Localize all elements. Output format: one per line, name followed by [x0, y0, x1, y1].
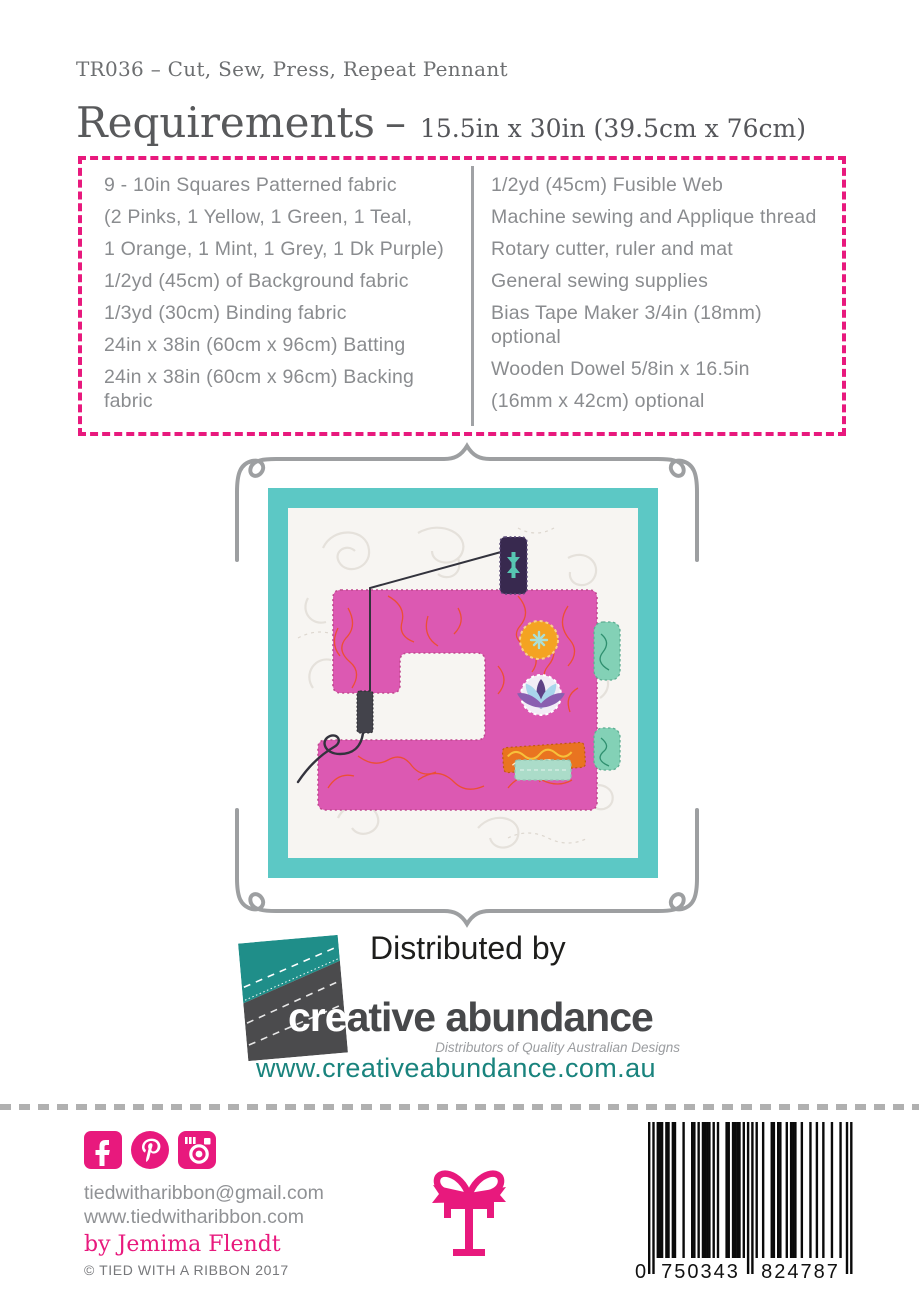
- requirement-item: 9 - 10in Squares Patterned fabric: [104, 174, 397, 196]
- requirement-item-continued: fabric: [104, 390, 153, 412]
- requirements-heading: [76, 98, 806, 147]
- requirement-item: 1 Orange, 1 Mint, 1 Grey, 1 Dk Purple): [104, 238, 444, 260]
- brand-name-prefix: cre: [288, 994, 347, 1040]
- requirement-item: 24in x 38in (60cm x 96cm) Batting: [104, 334, 406, 356]
- needle-bar: [357, 691, 373, 733]
- finished-size: 15.5in x 30in (39.5cm x 76cm): [419, 114, 806, 143]
- contact-website: www.tiedwitharibbon.com: [84, 1206, 305, 1228]
- brand-website: www.creativeabundance.com.au: [256, 1053, 656, 1083]
- designer-byline: by Jemima Flendt: [84, 1232, 281, 1257]
- brand-name-suffix: ative abundance: [346, 994, 653, 1040]
- requirement-item: 1/2yd (45cm) of Background fabric: [104, 270, 409, 292]
- column-divider: [471, 166, 474, 426]
- dashed-divider: [0, 1104, 919, 1110]
- barcode-digit-left: 0: [635, 1261, 647, 1283]
- requirement-item: Rotary cutter, ruler and mat: [491, 238, 733, 260]
- dial-snowflake-motif: [531, 632, 547, 648]
- requirement-item: Bias Tape Maker 3/4in (18mm): [491, 302, 762, 324]
- product-code-title: TR036 – Cut, Sew, Press, Repeat Pennant: [76, 57, 508, 81]
- heading-dash: –: [384, 98, 406, 147]
- requirement-item: 1/2yd (45cm) Fusible Web: [491, 174, 724, 196]
- requirement-item: 1/3yd (30cm) Binding fabric: [104, 302, 347, 324]
- brand-tagline: Distributors of Quality Australian Designs: [435, 1040, 680, 1055]
- requirement-item: 24in x 38in (60cm x 96cm) Backing: [104, 366, 415, 388]
- barcode-digit-group2: 824787: [761, 1261, 840, 1283]
- barcode-bars: [635, 1120, 865, 1280]
- requirement-item-continued: optional: [491, 326, 561, 348]
- social-icons: [84, 1131, 216, 1169]
- contact-email: tiedwitharibbon@gmail.com: [84, 1182, 324, 1204]
- copyright-line: © TIED WITH A RIBBON 2017: [84, 1262, 289, 1278]
- requirements-right-column: [491, 173, 831, 413]
- requirements-box: [78, 156, 846, 436]
- requirement-item: (16mm x 42cm) optional: [491, 390, 705, 412]
- requirement-item: Wooden Dowel 5/8in x 16.5in: [491, 358, 750, 380]
- pinterest-icon: [131, 1131, 169, 1169]
- requirements-heading-text: Requirements: [76, 98, 375, 147]
- requirement-item: (2 Pinks, 1 Yellow, 1 Green, 1 Teal,: [104, 206, 413, 228]
- barcode: [635, 1120, 865, 1292]
- instagram-icon: [178, 1131, 216, 1169]
- sewing-machine-quilt-block-photo: [268, 488, 658, 878]
- barcode-digit-group1: 750343: [661, 1261, 740, 1283]
- ribbon-t-logo-icon: [424, 1155, 514, 1265]
- requirements-left-column: [104, 173, 464, 413]
- contact-block: [84, 1181, 324, 1229]
- requirement-item: General sewing supplies: [491, 270, 709, 292]
- brand-name: [288, 994, 653, 1041]
- requirement-item: Machine sewing and Applique thread: [491, 206, 817, 228]
- distributed-by-label: Distributed by: [370, 930, 566, 966]
- facebook-icon: [84, 1131, 122, 1169]
